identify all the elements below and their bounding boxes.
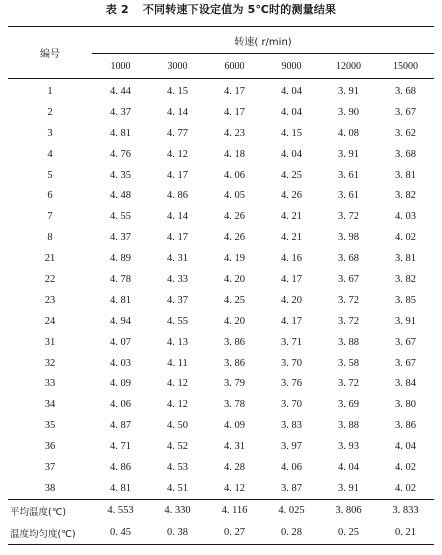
summary-label: 平均温度(℃) — [8, 499, 92, 522]
measurement-cell: 4. 50 — [167, 420, 188, 432]
summary-cell: 3. 806 — [320, 499, 377, 522]
row-id: 6 — [47, 190, 53, 202]
measurement-cell: 4. 08 — [338, 127, 359, 139]
measurement-cell: 4. 03 — [395, 211, 417, 223]
speed-header: 12000 — [320, 54, 377, 79]
measurement-cell: 3. 62 — [395, 127, 417, 139]
summary-row — [8, 522, 434, 545]
summary-cell: 0. 21 — [377, 522, 434, 545]
measurement-cell: 4. 17 — [281, 315, 302, 327]
row-id: 37 — [44, 461, 56, 473]
measurement-cell: 3. 97 — [281, 441, 302, 453]
measurement-cell: 4. 17 — [224, 85, 245, 97]
row-id: 33 — [44, 378, 56, 390]
measurement-cell: 3. 84 — [395, 378, 417, 390]
measurement-cell: 3. 68 — [395, 85, 417, 97]
measurement-cell: 4. 33 — [167, 273, 188, 285]
measurement-cell: 4. 55 — [167, 315, 188, 327]
measurement-cell: 4. 15 — [281, 127, 302, 139]
measurement-cell: 3. 82 — [395, 273, 417, 285]
table-row — [8, 353, 434, 374]
measurement-cell: 4. 86 — [167, 190, 188, 202]
table-row — [8, 311, 434, 332]
row-id: 23 — [44, 294, 56, 306]
summary-cell: 0. 45 — [92, 522, 149, 545]
measurement-cell: 3. 67 — [338, 273, 359, 285]
table-row — [8, 394, 434, 415]
table-row — [8, 415, 434, 436]
table-number: 表 2 — [105, 3, 129, 16]
header-row-group — [8, 27, 434, 54]
measurement-cell: 4. 35 — [110, 169, 131, 181]
measurement-cell: 4. 77 — [167, 127, 188, 139]
measurement-cell: 4. 06 — [224, 169, 245, 181]
row-id: 24 — [44, 315, 56, 327]
table-row — [8, 123, 434, 144]
measurement-cell: 4. 03 — [110, 357, 131, 369]
measurement-cell: 4. 19 — [224, 253, 245, 265]
measurement-cell: 4. 07 — [110, 336, 131, 348]
measurement-cell: 4. 04 — [281, 106, 302, 118]
row-id: 22 — [44, 273, 56, 285]
measurement-cell: 4. 09 — [224, 420, 245, 432]
row-id: 38 — [44, 482, 56, 494]
measurement-cell: 4. 44 — [110, 85, 131, 97]
measurement-cell: 4. 12 — [167, 399, 188, 411]
measurement-cell: 4. 04 — [281, 148, 302, 160]
row-id: 35 — [44, 420, 56, 432]
row-id: 1 — [47, 85, 53, 97]
measurement-cell: 4. 21 — [281, 211, 302, 223]
measurement-cell: 4. 12 — [167, 378, 188, 390]
measurement-cell: 4. 31 — [167, 253, 188, 265]
measurement-cell: 4. 81 — [110, 294, 131, 306]
summary-cell: 0. 27 — [206, 522, 263, 545]
measurement-cell: 4. 86 — [110, 461, 131, 473]
measurement-cell: 4. 37 — [167, 294, 188, 306]
measurement-cell: 4. 16 — [281, 253, 302, 265]
measurement-cell: 4. 06 — [281, 461, 302, 473]
table-row — [8, 373, 434, 394]
measurement-cell: 4. 17 — [167, 169, 188, 181]
measurement-cell: 3. 68 — [338, 253, 359, 265]
measurement-cell: 4. 26 — [281, 190, 302, 202]
summary-cell: 4. 116 — [206, 499, 263, 522]
measurement-cell: 3. 69 — [338, 399, 359, 411]
speed-header: 1000 — [92, 54, 149, 79]
measurement-cell: 3. 58 — [338, 357, 359, 369]
measurement-cell: 3. 61 — [338, 190, 359, 202]
measurement-cell: 3. 88 — [338, 420, 359, 432]
measurement-cell: 4. 18 — [224, 148, 245, 160]
measurement-cell: 3. 79 — [224, 378, 245, 390]
measurement-cell: 4. 89 — [110, 253, 131, 265]
measurement-cell: 4. 17 — [167, 232, 188, 244]
table-row — [8, 165, 434, 186]
row-id: 32 — [44, 357, 56, 369]
measurement-cell: 4. 20 — [224, 273, 245, 285]
measurement-cell: 3. 86 — [224, 357, 245, 369]
row-id: 8 — [47, 232, 53, 244]
measurement-cell: 4. 78 — [110, 273, 131, 285]
measurement-cell: 3. 91 — [338, 85, 359, 97]
measurement-table — [8, 26, 434, 545]
measurement-cell: 3. 72 — [338, 378, 359, 390]
measurement-cell: 3. 86 — [395, 420, 417, 432]
measurement-cell: 4. 02 — [395, 461, 417, 473]
row-id: 34 — [44, 399, 56, 411]
summary-cell: 0. 25 — [320, 522, 377, 545]
measurement-cell: 3. 76 — [281, 378, 302, 390]
measurement-cell: 4. 02 — [395, 232, 417, 244]
measurement-cell: 3. 91 — [395, 315, 417, 327]
measurement-cell: 4. 28 — [224, 461, 245, 473]
summary-row — [8, 499, 434, 522]
measurement-cell: 3. 90 — [338, 106, 359, 118]
table-row — [8, 457, 434, 478]
table-row — [8, 436, 434, 457]
measurement-cell: 4. 14 — [167, 211, 188, 223]
measurement-cell: 4. 31 — [224, 441, 245, 453]
measurement-cell: 4. 04 — [338, 461, 359, 473]
table-row — [8, 185, 434, 206]
table-row — [8, 478, 434, 499]
table-row — [8, 102, 434, 123]
row-id: 4 — [47, 148, 53, 160]
measurement-cell: 3. 67 — [395, 336, 417, 348]
measurement-cell: 4. 21 — [281, 232, 302, 244]
measurement-cell: 4. 25 — [281, 169, 302, 181]
measurement-cell: 4. 15 — [167, 85, 188, 97]
measurement-cell: 4. 20 — [281, 294, 302, 306]
measurement-cell: 3. 83 — [281, 420, 302, 432]
measurement-cell: 3. 68 — [395, 148, 417, 160]
speed-header: 15000 — [377, 54, 434, 79]
measurement-cell: 4. 37 — [110, 232, 131, 244]
id-column-header: 编号 — [8, 27, 92, 79]
measurement-cell: 3. 72 — [338, 294, 359, 306]
summary-cell: 4. 330 — [149, 499, 206, 522]
measurement-cell: 3. 87 — [281, 482, 302, 494]
measurement-cell: 3. 70 — [281, 399, 302, 411]
row-id: 21 — [44, 253, 56, 265]
measurement-cell: 4. 12 — [167, 148, 188, 160]
measurement-cell: 4. 81 — [110, 127, 131, 139]
measurement-cell: 4. 55 — [110, 211, 131, 223]
measurement-cell: 4. 05 — [224, 190, 245, 202]
table-caption — [0, 3, 442, 17]
measurement-cell: 3. 61 — [338, 169, 359, 181]
measurement-cell: 4. 53 — [167, 461, 188, 473]
measurement-cell: 4. 48 — [110, 190, 131, 202]
measurement-cell: 3. 85 — [395, 294, 417, 306]
measurement-cell: 3. 80 — [395, 399, 417, 411]
measurement-cell: 3. 91 — [338, 482, 359, 494]
table-title: 不同转速下设定值为 5℃时的测量结果 — [142, 3, 337, 16]
measurement-cell: 3. 81 — [395, 169, 417, 181]
measurement-cell: 4. 12 — [224, 482, 245, 494]
measurement-cell: 4. 26 — [224, 211, 245, 223]
speed-header: 6000 — [206, 54, 263, 79]
measurement-cell: 3. 82 — [395, 190, 417, 202]
measurement-cell: 3. 70 — [281, 357, 302, 369]
measurement-cell: 4. 14 — [167, 106, 188, 118]
measurement-cell: 4. 71 — [110, 441, 131, 453]
summary-cell: 0. 28 — [263, 522, 320, 545]
measurement-cell: 4. 20 — [224, 315, 245, 327]
summary-cell: 4. 025 — [263, 499, 320, 522]
measurement-cell: 4. 37 — [110, 106, 131, 118]
measurement-cell: 3. 93 — [338, 441, 359, 453]
measurement-cell: 4. 02 — [395, 482, 417, 494]
measurement-cell: 3. 67 — [395, 106, 417, 118]
speed-header: 3000 — [149, 54, 206, 79]
measurement-cell: 3. 78 — [224, 399, 245, 411]
measurement-cell: 4. 26 — [224, 232, 245, 244]
measurement-cell: 3. 67 — [395, 357, 417, 369]
measurement-cell: 4. 06 — [110, 399, 131, 411]
summary-cell: 4. 553 — [92, 499, 149, 522]
table-row — [8, 332, 434, 353]
measurement-cell: 4. 76 — [110, 148, 131, 160]
measurement-cell: 3. 88 — [338, 336, 359, 348]
table-row — [8, 206, 434, 227]
summary-label: 温度均匀度(℃) — [8, 522, 92, 545]
table-body — [8, 79, 434, 500]
measurement-cell: 3. 72 — [338, 211, 359, 223]
summary-cell: 3. 833 — [377, 499, 434, 522]
row-id: 7 — [47, 211, 53, 223]
measurement-cell: 4. 81 — [110, 482, 131, 494]
measurement-cell: 4. 17 — [281, 273, 302, 285]
table-row — [8, 248, 434, 269]
measurement-cell: 4. 09 — [110, 378, 131, 390]
measurement-cell: 3. 72 — [338, 315, 359, 327]
measurement-cell: 4. 87 — [110, 420, 131, 432]
row-id: 31 — [44, 336, 56, 348]
speed-header: 9000 — [263, 54, 320, 79]
summary-cell: 0. 38 — [149, 522, 206, 545]
row-id: 3 — [47, 127, 53, 139]
measurement-cell: 4. 25 — [224, 294, 245, 306]
table-row — [8, 290, 434, 311]
measurement-cell: 4. 04 — [281, 85, 302, 97]
measurement-cell: 3. 81 — [395, 253, 417, 265]
measurement-cell: 3. 71 — [281, 336, 302, 348]
measurement-cell: 3. 86 — [224, 336, 245, 348]
measurement-cell: 4. 51 — [167, 482, 188, 494]
row-id: 5 — [47, 169, 53, 181]
row-id: 2 — [47, 106, 53, 118]
table-row — [8, 269, 434, 290]
measurement-cell: 4. 94 — [110, 315, 131, 327]
measurement-cell: 4. 23 — [224, 127, 245, 139]
measurement-cell: 3. 98 — [338, 232, 359, 244]
table-row — [8, 79, 434, 102]
measurement-cell: 3. 91 — [338, 148, 359, 160]
speed-group-header: 转速( r/min) — [92, 27, 434, 54]
table-summary — [8, 499, 434, 544]
table-row — [8, 144, 434, 165]
measurement-cell: 4. 52 — [167, 441, 188, 453]
table-row — [8, 227, 434, 248]
measurement-cell: 4. 17 — [224, 106, 245, 118]
measurement-cell: 4. 04 — [395, 441, 417, 453]
measurement-cell: 4. 13 — [167, 336, 188, 348]
measurement-cell: 4. 11 — [167, 357, 188, 369]
row-id: 36 — [44, 441, 56, 453]
